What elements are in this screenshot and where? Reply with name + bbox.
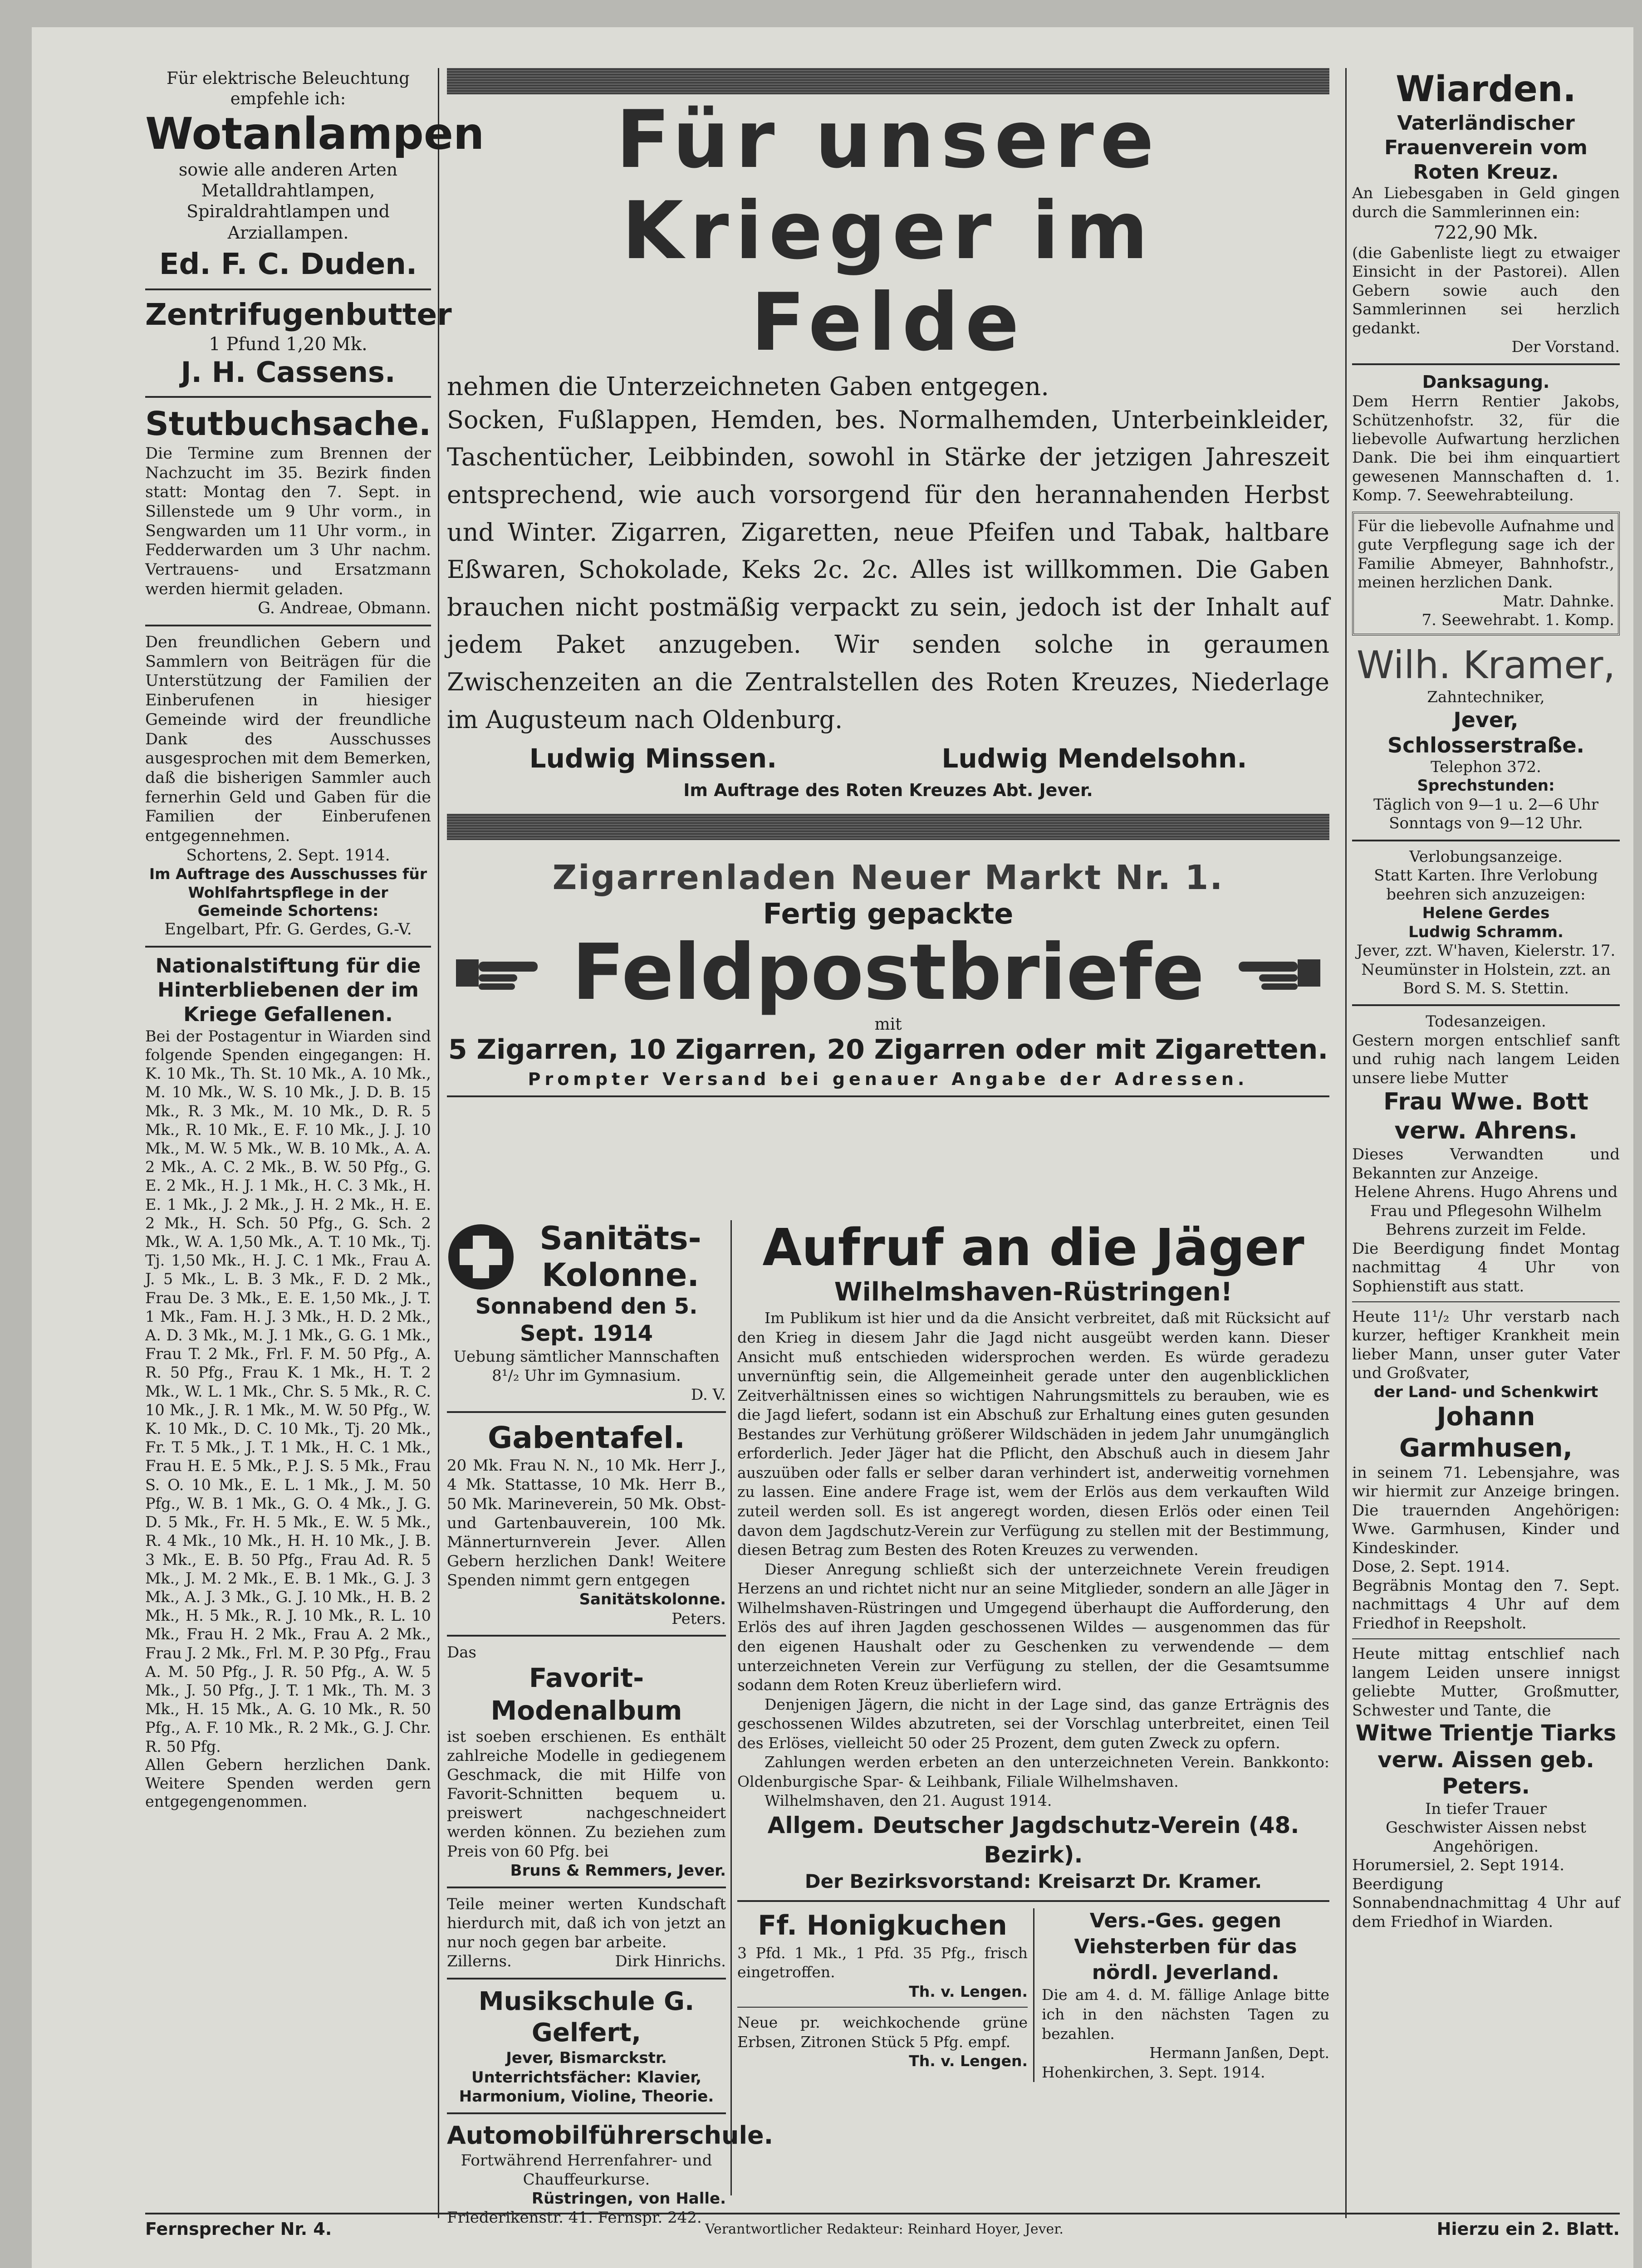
favorit-das: Das (447, 1643, 476, 1662)
thanks-names: Engelbart, Pfr. G. Gerdes, G.-V. (164, 920, 412, 939)
kramer-tel: Telephon 372. (1431, 758, 1541, 776)
middle-right-subcolumn (737, 1220, 1329, 2082)
zigarren-mit: mit (874, 1015, 902, 1034)
honig-ad (737, 1908, 1034, 2082)
tod2-text: Heute 11¹/₂ Uhr verstarb nach kurzer, heftiger Krankheit mein lieber Mann, unser guter Vater und Großvater, (1352, 1307, 1620, 1383)
column-divider (438, 68, 439, 2218)
gaben-text: 20 Mk. Frau N. N., 10 Mk. Herr J., 4 Mk. Stattasse, 10 Mk. Herr B., 50 Mk. Marineverein, 50 Mk. Obst- und Gartenbauverein, 100 Mk. Männerturnverein Jever. Allen Gebern herzlichen Dank! Weitere Spenden nimmt gern entgegen (447, 1457, 726, 1590)
kramer-addr: Jever, Schlosserstraße. (1387, 707, 1584, 758)
kramer-job: Zahntechniker, (1427, 688, 1545, 707)
tod-title: Todesanzeigen. (1426, 1012, 1546, 1031)
honig-title: Ff. Honigkuchen (758, 1910, 1007, 1942)
dank2-box (1352, 512, 1620, 635)
kundschaft-text: Teile meiner werten Kundschaft hierdurch mit, daß ich von jetzt an nur noch gegen bar arbeite. (447, 1895, 726, 1952)
frauen-amount: 722,90 Mk. (1433, 222, 1539, 244)
krieger-headline: Für unsere Krieger im Felde (616, 94, 1161, 369)
zigarren-packed: Fertig gepackte (763, 897, 1014, 931)
red-cross-icon (447, 1223, 515, 1291)
vieh-text: Die am 4. d. M. fällige Anlage bitte ich in den nächsten Tagen zu bezahlen. (1042, 1986, 1329, 2043)
tod3-place: Horumersiel, 2. Sept 1914. (1352, 1856, 1565, 1875)
dank2-text: Für die liebevolle Aufnahme und gute Verpflegung sage ich der Familie Abmeyer, Bahnhofstr., meinen herzlichen Dank. (1358, 517, 1614, 592)
butter-title: Zentrifugenbutter (145, 297, 452, 332)
verl-name1: Helene Gerdes (1422, 904, 1550, 923)
butter-sign: J. H. Cassens. (181, 356, 396, 389)
stut-text: Die Termine zum Brennen der Nachzucht im 35. Bezirk finden statt: Montag den 7. Sept. in Sillenstede um 9 Uhr vorm., in Sengwarden um 11 Uhr vorm., in Fedderwarden um 3 Uhr nachm. Vertrauens- und Ersatzmann werden hiermit geladen. (145, 444, 431, 598)
frauen-text: An Liebesgaben in Geld gingen durch die Sammlerinnen ein: (1352, 184, 1620, 221)
vieh-ad (1034, 1908, 1329, 2082)
thanks-sign: Im Auftrage des Ausschusses für Wohlfahrtspflege in der Gemeinde Schortens: (149, 865, 427, 919)
favorit-shop: Bruns & Remmers, Jever. (510, 1861, 726, 1880)
tod1-burial: Die Beerdigung findet Montag nachmittag 4 Uhr von Sophienstift aus statt. (1352, 1239, 1620, 1295)
jaeger-verein: Allgem. Deutscher Jagdschutz-Verein (48. Bezirk). (767, 1812, 1299, 1868)
stut-title: Stutbuchsache. (145, 405, 431, 443)
footer-next: Hierzu ein 2. Blatt. (1436, 2219, 1620, 2239)
pointing-hand-icon (456, 948, 542, 998)
gaben-sign: Sanitätskolonne. (579, 1590, 726, 1609)
lamp-sign: Ed. F. C. Duden. (159, 248, 417, 282)
tod2-role: der Land- und Schenkwirt (1373, 1383, 1598, 1401)
tod2-burial: Begräbnis Montag den 7. Sept. nachmittags 4 Uhr auf dem Friedhof in Reepsholt. (1352, 1576, 1620, 1633)
ornamental-bar (447, 68, 1329, 94)
honig-text2: Neue pr. weichkochende grüne Erbsen, Zitronen Stück 5 Pfg. empf. (737, 2014, 1028, 2051)
jaeger-p2: Dieser Anregung schließt sich der unterzeichnete Verein freudigen Herzens an und richtet nicht nur an seine Mitglieder, sondern an alle Jäger in Wilhelmshaven-Rüstringen und Umgegend überhaupt die Aufforderung, den Erlös des auf ihren Jagden geschossenen Wildes — ausgenommen das für den eigenen Haushalt oder zu Geschenken zu verwendende — dem unterzeichneten Verein zur Verfügung zu stellen, der die Gesamtsumme sodann dem Roten Kreuz überliefern wird. (737, 1560, 1329, 1694)
krieger-intro: nehmen die Unterzeichneten Gaben entgegen. (447, 371, 1049, 401)
dank-title: Danksagung. (1422, 371, 1550, 392)
sanitaet-sign: D. V. (691, 1386, 726, 1404)
frauen-note: (die Gabenliste liegt zu etwaiger Einsicht in der Pastorei). Allen Gebern sowie auch den Sammlerinnen sei herzlich gedankt. (1352, 244, 1620, 337)
verl-text: Statt Karten. Ihre Verlobung beehren sich anzuzeigen: (1374, 866, 1598, 904)
nat-title: Nationalstiftung für die Hinterbliebenen der im Kriege Gefallenen. (155, 954, 421, 1026)
zigarren-versand: Prompter Versand bei genauer Angabe der Adressen. (528, 1069, 1249, 1090)
verl-title: Verlobungsanzeige. (1409, 847, 1563, 866)
jaeger-place: Wilhelmshaven, den 21. August 1914. (765, 1792, 1052, 1810)
nat-closing: Allen Gebern herzlichen Dank. Weitere Spenden werden gern entgegengenommen. (145, 1755, 431, 1811)
column-divider (1345, 68, 1347, 2218)
signature-minssen: Ludwig Minssen. (529, 743, 777, 774)
tod1-names: Helene Ahrens. Hugo Ahrens und Frau und Pflegesohn Wilhelm Behrens zurzeit im Felde. (1354, 1183, 1618, 1239)
feldpost-title: Feldpostbriefe (572, 928, 1205, 1018)
tod1-text: Gestern morgen entschlief sanft und ruhig nach langem Leiden unsere liebe Mutter (1352, 1031, 1620, 1087)
zigarren-offer: 5 Zigarren, 10 Zigarren, 20 Zigarren oder mit Zigaretten. (448, 1034, 1328, 1066)
auto-title: Automobilführerschule. (447, 2121, 774, 2150)
zigarren-shop: Zigarrenladen Neuer Markt Nr. 1. (552, 858, 1224, 898)
auto-addr: Rüstringen, von Halle. (531, 2190, 726, 2208)
footer-phone: Fernsprecher Nr. 4. (145, 2219, 332, 2239)
tod3-name: Witwe Trientje Tiarks verw. Aissen geb. Peters. (1355, 1721, 1617, 1799)
tod2-name: Johann Garmhusen, (1399, 1402, 1573, 1463)
thanks-place: Schortens, 2. Sept. 1914. (186, 846, 390, 865)
footer-editor: Verantwortlicher Redakteur: Reinhard Hoyer, Jever. (705, 2221, 1064, 2237)
sanitaet-title: Sanitäts-Kolonne. (539, 1220, 701, 1294)
krieger-auftrag: Im Auftrage des Roten Kreuzes Abt. Jever. (683, 780, 1093, 801)
krieger-ad (447, 68, 1329, 1104)
jaeger-p4: Zahlungen werden erbeten an den unterzeichneten Verein. Bankkonto: Oldenburgische Spar- & Leihbank, Filiale Wilhelmshaven. (737, 1753, 1329, 1790)
tod1-text2: Dieses Verwandten und Bekannten zur Anzeige. (1352, 1145, 1620, 1183)
sanitaet-date: Sonnabend den 5. Sept. 1914 (475, 1294, 698, 1346)
sanitaet-text: Uebung sämtlicher Mannschaften 8¹/₂ Uhr im Gymnasium. (453, 1348, 720, 1385)
sprech-text: Täglich von 9—1 u. 2—6 Uhr Sonntags von 9—12 Uhr. (1373, 795, 1599, 833)
auto-addr2: Friederikenstr. 41. Fernspr. 242. (447, 2209, 702, 2227)
tod3-trauer: In tiefer Trauer (1425, 1799, 1547, 1818)
lamp-text: sowie alle anderen Arten Metalldrahtlampen, Spiraldrahtlampen und Arziallampen. (178, 159, 398, 243)
tod3-names: Geschwister Aissen nebst Angehörigen. (1386, 1818, 1586, 1856)
vieh-place: Hohenkirchen, 3. Sept. 1914. (1042, 2063, 1265, 2081)
thanks-text: Den freundlichen Gebern und Sammlern von Beiträgen für die Unterstützung der Familien der Einberufenen in hiesiger Gemeinde wird der freundliche Dank des Ausschusses ausgesprochen mit dem Bemerken, daß die bisherigen Sammler auch fernerhin Geld und Gaben für die Familien der Einberufenen entgegennehmen. (145, 633, 431, 845)
ornamental-bar (447, 814, 1329, 840)
kundschaft-sign: Dirk Hinrichs. (615, 1952, 726, 1971)
tod3-text: Heute mittag entschlief nach langem Leiden unsere innigst geliebte Mutter, Großmutter, Schwester und Tante, die (1352, 1645, 1620, 1720)
krieger-body: Socken, Fußlappen, Hemden, bes. Normalhemden, Unterbeinkleider, Taschentücher, Leibbinden, sowohl in Stärke der jetzigen Jahreszeit entsprechend, wie auch vorsorgend für den herannahenden Herbst und Winter. Zigarren, Zigaretten, neue Pfeifen und Tabak, haltbare Eßwaren, Schokolade, Keks 2c. 2c. Alles ist willkommen. Die Gaben brauchen nicht postmäßig verpackt zu sein, jedoch ist der Inhalt auf jedem Paket anzugeben. Wir senden solche in geraumen Zwischenzeiten an die Zentralstellen des Roten Kreuzes, Niederlage im Augusteum nach Oldenburg. (447, 405, 1329, 734)
nat-text: Bei der Postagentur in Wiarden sind folgende Spenden eingegangen: H. K. 10 Mk., Th. St. 10 Mk., A. 10 Mk., M. 10 Mk., W. S. 10 Mk., J. D. B. 15 Mk., R. 3 Mk., M. 10 Mk., D. R. 5 Mk., R. 10 Mk., E. F. 10 Mk., J. J. 10 Mk., M. W. 5 Mk., W. B. 10 Mk., A. A. 2 Mk., A. C. 2 Mk., B. W. 50 Pfg., G. E. 2 Mk., H. J. 1 Mk., H. C. 3 Mk., H. E. 1 Mk., J. 2 Mk., J. H. 2 Mk., H. E. 2 Mk., H. Sch. 50 Pfg., G. Sch. 2 Mk., W. A. 1,50 Mk., A. T. 10 Mk., Tj. Tj. 1,50 Mk., H. J. C. 1 Mk., Frau A. J. 5 Mk., L. B. 3 Mk., F. D. 2 Mk., Frau De. 3 Mk., E. E. 1,50 Mk., J. T. 1 Mk., Fam. H. J. 3 Mk., H. D. 2 Mk., A. D. 3 Mk., M. J. 1 Mk., G. G. 1 Mk., Frau T. 2 Mk., Frl. F. M. 50 Pfg., A. R. 50 Pfg., Frau K. 1 Mk., H. T. 2 Mk., W. L. 1 Mk., Chr. S. 5 Mk., R. C. 10 Mk., J. R. 1 Mk., M. W. 50 Pfg., W. K. 10 Mk., D. C. 10 Mk., Tj. 20 Mk., Fr. T. 5 Mk., J. T. 1 Mk., H. C. 1 Mk., Frau H. E. 5 Mk., P. J. S. 5 Mk., Frau S. O. 10 Mk., E. L. 1 Mk., J. M. 50 Pfg., W. B. 1 Mk., G. O. 4 Mk., J. G. D. 5 Mk., Fr. H. 5 Mk., E. W. 5 Mk., R. 4 Mk., 10 Mk., H. H. 10 Mk., J. B. 3 Mk., E. B. 50 Pfg., Frau Ad. R. 5 Mk., J. M. 2 Mk., E. B. 1 Mk., G. J. 3 Mk., A. J. 3 Mk., G. J. 10 Mk., H. B. 2 Mk., H. 5 Mk., R. J. 10 Mk., R. L. 10 Mk., Frau H. 2 Mk., Frau A. 2 Mk., Frau J. 2 Mk., Frl. M. P. 30 Pfg., Frau A. M. 50 Pfg., J. R. 50 Pfg., A. W. 5 Mk., J. 50 Pfg., J. T. 1 Mk., Th. M. 3 Mk., H. 15 Mk., A. G. 10 Mk., R. 50 Pfg., A. F. 10 Mk., R. 2 Mk., G. J. Chr. R. 50 Pfg. (145, 1027, 431, 1755)
lamp-title: Wotanlampen (145, 108, 485, 160)
jaeger-sub: Wilhelmshaven-Rüstringen! (834, 1277, 1233, 1307)
kramer-name: Wilh. Kramer, (1356, 642, 1616, 687)
signature-mendelsohn: Ludwig Mendelsohn. (941, 743, 1247, 774)
verl-name2: Ludwig Schramm. (1408, 923, 1564, 941)
tod3-burial: Beerdigung Sonnabendnachmittag 4 Uhr auf dem Friedhof in Wiarden. (1352, 1875, 1620, 1931)
dank-text: Dem Herrn Rentier Jakobs, Schützenhofstr. 32, für die liebevolle Aufwartung herzlichen Dank. Die bei ihm einquartiert gewesenen Mannschaften d. 1. Komp. 7. Seewehrabteilung. (1352, 392, 1620, 505)
stut-sign: G. Andreae, Obmann. (258, 599, 431, 618)
favorit-title: Favorit-Modenalbum (490, 1662, 682, 1726)
sprech-title: Sprechstunden: (1417, 777, 1555, 795)
vieh-title: Vers.-Ges. gegen Viehsterben für das nördl. Jeverland. (1074, 1909, 1297, 1984)
honig-text: 3 Pfd. 1 Mk., 1 Pfd. 35 Pfg., frisch eingetroffen. (737, 1944, 1028, 1981)
tod2-text2: in seinem 71. Lebensjahre, was wir hiermit zur Anzeige bringen. Die trauernden Angehörigen: Wwe. Garmhusen, Kinder und Kindeskinder. (1352, 1463, 1620, 1557)
dank2-unit: 7. Seewehrabt. 1. Komp. (1421, 611, 1614, 630)
jaeger-title: Aufruf an die Jäger (762, 1218, 1304, 1277)
verl-addr: Jever, zzt. W'haven, Kielerstr. 17. Neumünster in Holstein, zzt. an Bord S. M. S. Stettin. (1356, 942, 1616, 998)
musik-title: Musikschule G. Gelfert, (478, 1986, 695, 2048)
jaeger-vorstand: Der Bezirksvorstand: Kreisarzt Dr. Kramer. (804, 1870, 1262, 1893)
dank2-sign: Matr. Dahnke. (1503, 592, 1614, 611)
honig-sign2: Th. v. Lengen. (909, 2052, 1028, 2070)
musik-addr: Jever, Bismarckstr. (506, 2049, 667, 2068)
right-column (1352, 68, 1620, 1931)
frauen-vorstand: Der Vorstand. (1511, 338, 1620, 357)
gaben-sign2: Peters. (672, 1609, 726, 1628)
lamp-intro: Für elektrische Beleuchtung empfehle ich: (167, 68, 410, 109)
wiarden-title: Wiarden. (1396, 69, 1576, 110)
footer (145, 2213, 1620, 2239)
jaeger-p1: Im Publikum ist hier und da die Ansicht verbreitet, daß mit Rücksicht auf den Krieg in diesem Jahr die Jagd nicht ausgeübt werden kann. Dieser Ansicht muß entschieden widersprochen werden. Es würde geradezu unvernünftig sein, die Allgemeinheit gerade unter den augenblicklichen Zeitverhältnissen eines so wichtigen Nahrungsmittels zu berauben, wie es die Jagd liefert, sodann ist ein Abschuß zur Erhaltung eines guten gesunden Bestandes zur Verhütung größerer Wildschäden in jedem Jahr unumgänglich erforderlich. Jeder Jäger hat die Pflicht, den Abschuß auch in diesem Jahr auszuüben oder falls er selber daran verhindert ist, anderweitig vornehmen zu lassen. Eine andere Frage ist, wem der Erlös aus dem verkauften Wild zuteil werden soll. Es ist angeregt worden, diesen Erlös oder einen Teil davon dem Jagdschutz-Verein zur Verfügung zu stellen mit der Bestimmung, diesen Betrag zum Besten des Roten Kreuzes zu verwenden. (737, 1309, 1329, 1559)
frauen-title: Vaterländischer Frauenverein vom Roten Kreuz. (1384, 112, 1588, 184)
tod2-place: Dose, 2. Sept. 1914. (1352, 1558, 1510, 1576)
auto-text: Fortwährend Herrenfahrer- und Chauffeurkurse. (461, 2151, 712, 2189)
kundschaft-place: Zillerns. (447, 1952, 512, 1971)
column-divider (730, 1220, 732, 2195)
musik-subjects: Unterrichtsfächer: Klavier, Harmonium, Violine, Theorie. (459, 2068, 714, 2106)
jaeger-p3: Denjenigen Jägern, die nicht in der Lage sind, das ganze Erträgnis des geschossenen Wildes abzutreten, sei der Vorschlag unterbreitet, einen Teil des Erlöses, vielleicht 50 oder 25 Prozent, dem guten Zweck zu opfern. (737, 1695, 1329, 1752)
gaben-title: Gabentafel. (488, 1420, 685, 1455)
favorit-text: ist soeben erschienen. Es enthält zahlreiche Modelle in gediegenem Geschmack, die mit Hilfe von Favorit-Schnitten bequem u. preiswert nachgeschneidert werden können. Zu beziehen zum Preis von 60 Pfg. bei (447, 1727, 726, 1861)
middle-left-subcolumn (447, 1220, 774, 2228)
butter-price: 1 Pfund 1,20 Mk. (209, 333, 368, 355)
pointing-hand-icon (1234, 948, 1320, 998)
honig-sign: Th. v. Lengen. (909, 1982, 1028, 2000)
vieh-sign: Hermann Janßen, Dept. (1149, 2044, 1329, 2062)
tod1-name: Frau Wwe. Bott verw. Ahrens. (1383, 1088, 1588, 1144)
